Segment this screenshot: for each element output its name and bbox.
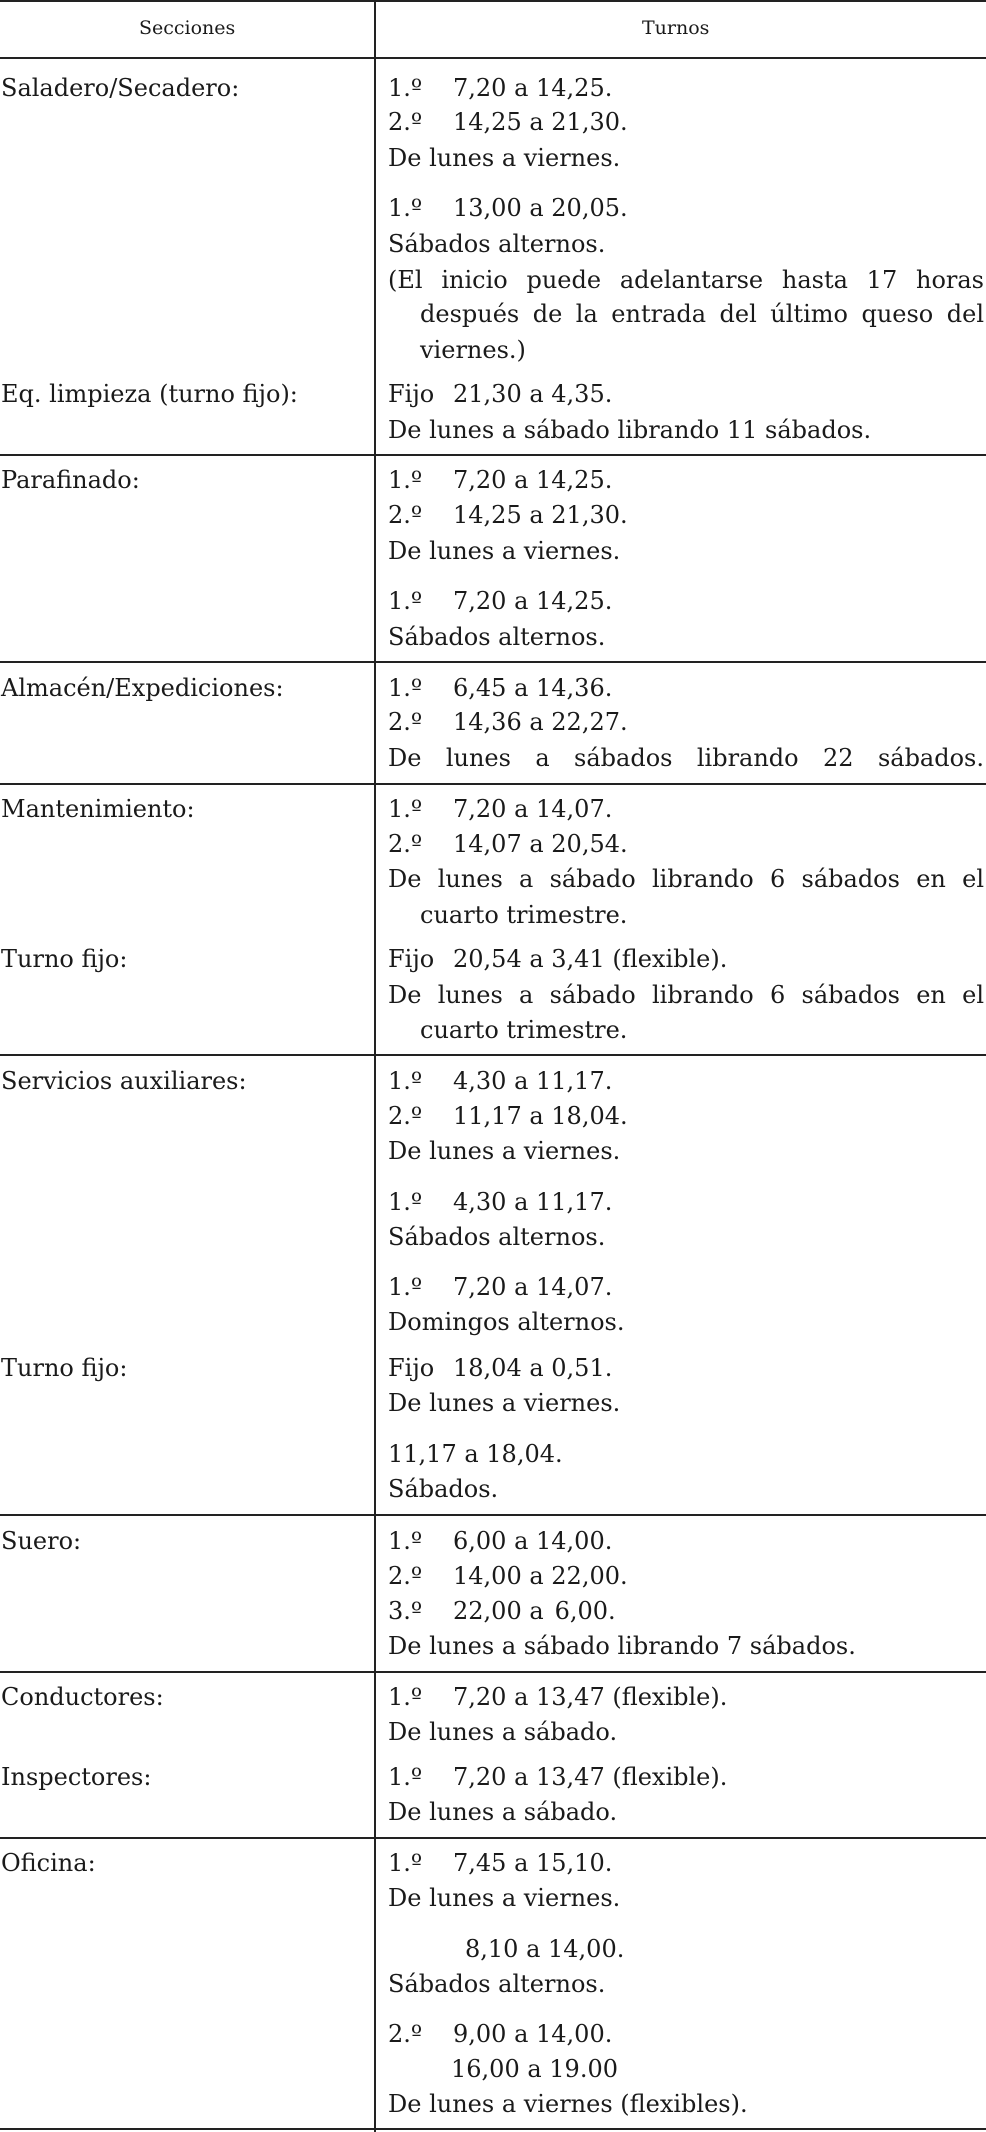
section-label: Parafinado: (1, 466, 140, 494)
shift-time: 7,20 a 13,47 (flexible). (453, 1763, 728, 1791)
schedule-note: De lunes a viernes (flexibles). (388, 2090, 748, 2118)
shift-time: 21,30 a 4,35. (453, 380, 613, 408)
schedule-note: Domingos alternos. (388, 1308, 625, 1336)
schedule-note: De lunes a sábado librando 6 sábados en el (388, 865, 984, 893)
rule-row-end (0, 1837, 986, 1839)
rule-top (0, 0, 986, 2)
shift-line (388, 104, 984, 140)
section-label: Turno fijo: (1, 945, 128, 973)
schedule-note: De lunes a viernes. (388, 1389, 621, 1417)
shift-line (388, 670, 984, 706)
shift-number: 1.º (388, 1188, 423, 1216)
schedule-note: después de la entrada del último queso del (420, 300, 984, 328)
shift-number: 1.º (388, 1683, 423, 1711)
schedule-note: (El inicio puede adelantarse hasta 17 horas (388, 266, 984, 294)
schedule-note: De lunes a viernes. (388, 144, 621, 172)
shift-time: 18,04 a 0,51. (453, 1354, 613, 1382)
schedule-note: De lunes a sábado librando 6 sábados en el (388, 981, 984, 1009)
shift-line (388, 376, 984, 412)
schedule-note: De lunes a viernes. (388, 537, 621, 565)
section-label: Inspectores: (1, 1763, 152, 1791)
schedule-note: De lunes a sábados librando 22 sábados. (388, 744, 984, 772)
schedule-note: cuarto trimestre. (420, 1016, 628, 1044)
shift-number: 1.º (388, 466, 423, 494)
rule-row-end (0, 454, 986, 456)
shift-number: 2.º (388, 1102, 423, 1130)
header-turnos: Turnos (642, 17, 710, 39)
shift-line (388, 2016, 984, 2052)
shift-line (388, 462, 984, 498)
shift-number: 2.º (388, 501, 423, 529)
shift-time: 14,36 a 22,27. (453, 708, 628, 736)
shift-line (388, 1593, 984, 1629)
shift-time: 7,45 a 15,10. (453, 1849, 613, 1877)
schedule-note: De lunes a sábado librando 11 sábados. (388, 416, 872, 444)
shift-time: 13,00 a 20,05. (453, 194, 628, 222)
section-label: Suero: (1, 1527, 82, 1555)
rule-bottom (0, 2128, 986, 2130)
shift-time: 9,00 a 14,00. (453, 2020, 613, 2048)
shift-line (388, 1523, 984, 1559)
shift-line (388, 190, 984, 226)
shift-line (388, 1063, 984, 1099)
shift-time: 4,30 a 11,17. (453, 1188, 613, 1216)
shift-line (388, 1679, 984, 1715)
shift-time: 7,20 a 14,25. (453, 587, 613, 615)
shift-line (388, 1558, 984, 1594)
shift-line (388, 941, 984, 977)
shift-number: Fijo (388, 380, 435, 408)
schedule-note: De lunes a sábado. (388, 1798, 618, 1826)
rule-header (0, 57, 986, 59)
shift-number: 2.º (388, 830, 423, 858)
schedule-note: Sábados. (388, 1475, 499, 1503)
shift-number: 1.º (388, 1763, 423, 1791)
shift-number: 2.º (388, 2020, 423, 2048)
shift-number: 2.º (388, 108, 423, 136)
shift-number: 1.º (388, 1849, 423, 1877)
schedule-note: Sábados alternos. (388, 623, 606, 651)
shift-number: Fijo (388, 1354, 435, 1382)
shift-number: 1.º (388, 674, 423, 702)
shift-time-start: 22,00 a (453, 1597, 544, 1625)
schedule-note: De lunes a sábado librando 7 sábados. (388, 1632, 856, 1660)
schedule-note: Sábados alternos. (388, 1970, 606, 1998)
section-label: Servicios auxiliares: (1, 1067, 247, 1095)
shift-time: 11,17 a 18,04. (388, 1440, 563, 1468)
shift-time: 14,00 a 22,00. (453, 1562, 628, 1590)
shift-time: 16,00 a 19.00 (451, 2055, 618, 2083)
shift-line (388, 1098, 984, 1134)
shift-line (388, 704, 984, 740)
shift-number: 1.º (388, 587, 423, 615)
shift-number: 2.º (388, 708, 423, 736)
section-label: Saladero/Secadero: (1, 74, 240, 102)
column-divider (374, 0, 376, 2132)
schedule-note: Sábados alternos. (388, 230, 606, 258)
shift-time: 14,25 a 21,30. (453, 501, 628, 529)
shift-time: 7,20 a 14,25. (453, 74, 613, 102)
shift-line (388, 497, 984, 533)
shift-time-end: 6,00. (554, 1597, 616, 1625)
shift-line (388, 583, 984, 619)
schedule-note: viernes.) (420, 336, 526, 364)
schedule-note: Sábados alternos. (388, 1223, 606, 1251)
shift-time (453, 1593, 616, 1629)
shift-time: 14,07 a 20,54. (453, 830, 628, 858)
shift-time: 20,54 a 3,41 (flexible). (453, 945, 728, 973)
rule-row-end (0, 1514, 986, 1516)
rule-row-end (0, 661, 986, 663)
rule-row-end (0, 783, 986, 785)
shift-number: 1.º (388, 74, 423, 102)
shift-number: Fijo (388, 945, 435, 973)
shift-time: 14,25 a 21,30. (453, 108, 628, 136)
shift-time: 6,00 a 14,00. (453, 1527, 613, 1555)
rule-row-end (0, 1054, 986, 1056)
shift-line (388, 1845, 984, 1881)
shift-time: 11,17 a 18,04. (453, 1102, 628, 1130)
shift-line (388, 826, 984, 862)
shift-number: 1.º (388, 795, 423, 823)
shift-line (388, 1350, 984, 1386)
shift-line (388, 1184, 984, 1220)
shift-line (388, 1269, 984, 1305)
shift-number: 1.º (388, 1067, 423, 1095)
shift-time: 7,20 a 14,07. (453, 795, 613, 823)
header-secciones: Secciones (139, 17, 236, 39)
section-label: Conductores: (1, 1683, 164, 1711)
shift-time: 7,20 a 14,07. (453, 1273, 613, 1301)
schedule-note: De lunes a viernes. (388, 1137, 621, 1165)
section-label: Oficina: (1, 1849, 96, 1877)
shift-line (388, 70, 984, 106)
shift-time: 4,30 a 11,17. (453, 1067, 613, 1095)
section-label: Eq. limpieza (turno fijo): (1, 380, 298, 408)
section-label: Turno fijo: (1, 1354, 128, 1382)
shift-time: 7,20 a 14,25. (453, 466, 613, 494)
schedule-note: cuarto trimestre. (420, 901, 628, 929)
schedule-note: De lunes a sábado. (388, 1718, 618, 1746)
shift-number: 1.º (388, 194, 423, 222)
shift-time: 6,45 a 14,36. (453, 674, 613, 702)
shift-time: 8,10 a 14,00. (465, 1935, 625, 1963)
rule-row-end (0, 1671, 986, 1673)
shift-line (388, 791, 984, 827)
shift-number: 3.º (388, 1597, 423, 1625)
shift-number: 2.º (388, 1562, 423, 1590)
shift-number: 1.º (388, 1527, 423, 1555)
shift-line (388, 1759, 984, 1795)
section-label: Almacén/Expediciones: (1, 674, 284, 702)
schedule-note: De lunes a viernes. (388, 1884, 621, 1912)
shift-time: 7,20 a 13,47 (flexible). (453, 1683, 728, 1711)
shift-number: 1.º (388, 1273, 423, 1301)
section-label: Mantenimiento: (1, 795, 195, 823)
